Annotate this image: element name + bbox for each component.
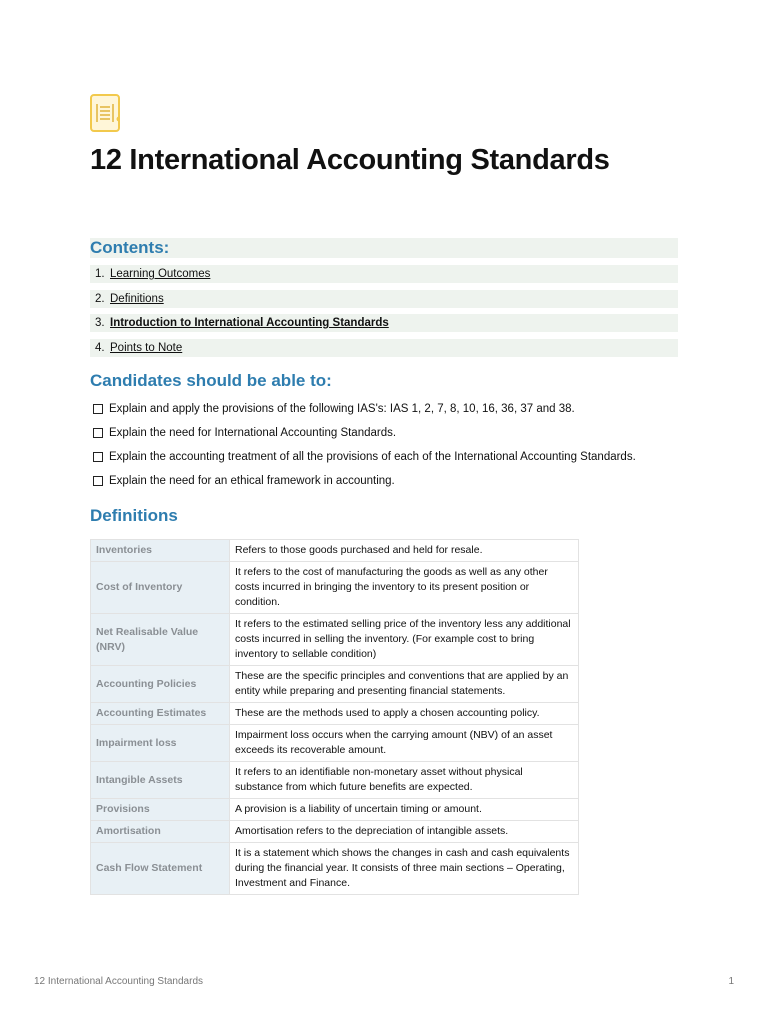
table-of-contents (90, 265, 678, 363)
checklist-item-text: Explain the need for an ethical framework in accounting. (109, 475, 395, 487)
term-cell: Provisions (91, 799, 230, 821)
toc-item (90, 339, 678, 357)
toc-number: 1. (95, 268, 105, 280)
definition-cell: These are the specific principles and conventions that are applied by an entity while preparing and presenting financial statements. (230, 666, 579, 703)
definition-cell: It refers to the cost of manufacturing the goods as well as any other costs incurred in bringing the inventory to its present position or condition. (230, 562, 579, 614)
checklist-item (93, 424, 636, 442)
term-cell: Inventories (91, 540, 230, 562)
definition-cell: Amortisation refers to the depreciation of intangible assets. (230, 821, 579, 843)
term-cell: Impairment loss (91, 725, 230, 762)
toc-link-definitions[interactable]: Definitions (110, 292, 164, 305)
checklist-item-text: Explain the need for International Accounting Standards. (109, 427, 397, 439)
term-cell: Cash Flow Statement (91, 843, 230, 895)
toc-link-introduction[interactable]: Introduction to International Accounting Standards (110, 317, 389, 329)
checkbox[interactable] (93, 428, 103, 438)
checkbox[interactable] (93, 404, 103, 414)
objectives-checklist (93, 400, 636, 496)
definition-cell: It is a statement which shows the changes in cash and cash equivalents during the financial year. It consists of three main sections – Operating, Investment and Finance. (230, 843, 579, 895)
checklist-item-text: Explain and apply the provisions of the following IAS's: IAS 1, 2, 7, 8, 10, 16, 36, 37 and 38. (109, 403, 575, 415)
document-icon (90, 94, 120, 132)
table-row (91, 843, 579, 895)
page-number: 1 (728, 976, 734, 987)
definitions-table (90, 539, 579, 895)
definition-cell: It refers to the estimated selling price of the inventory less any additional costs incurred in selling the inventory. (For example cost to bring inventory to sellable condition) (230, 614, 579, 666)
checkbox[interactable] (93, 452, 103, 462)
page-title: 12 International Accounting Standards (90, 144, 610, 176)
term-cell: Net Realisable Value (NRV) (91, 614, 230, 666)
table-row (91, 725, 579, 762)
toc-link-learning-outcomes[interactable]: Learning Outcomes (110, 268, 211, 280)
toc-number: 2. (95, 292, 105, 305)
term-cell: Intangible Assets (91, 762, 230, 799)
checklist-item (93, 400, 636, 418)
table-row (91, 666, 579, 703)
toc-number: 3. (95, 317, 105, 329)
term-cell: Accounting Policies (91, 666, 230, 703)
checkbox[interactable] (93, 476, 103, 486)
definition-cell: Refers to those goods purchased and held for resale. (230, 540, 579, 562)
table-row (91, 821, 579, 843)
definition-cell: It refers to an identifiable non-monetary asset without physical substance from which future benefits are expected. (230, 762, 579, 799)
footer-title: 12 International Accounting Standards (34, 976, 204, 987)
toc-item (90, 290, 678, 308)
definition-cell: Impairment loss occurs when the carrying amount (NBV) of an asset exceeds its recoverable amount. (230, 725, 579, 762)
objectives-heading: Candidates should be able to: (90, 371, 332, 390)
table-row (91, 799, 579, 821)
toc-number: 4. (95, 341, 105, 354)
definitions-heading: Definitions (90, 506, 178, 525)
term-cell: Amortisation (91, 821, 230, 843)
table-row (91, 614, 579, 666)
table-row (91, 540, 579, 562)
toc-item (90, 265, 678, 283)
checklist-item (93, 472, 636, 490)
term-cell: Cost of Inventory (91, 562, 230, 614)
table-row (91, 562, 579, 614)
toc-link-points-to-note[interactable]: Points to Note (110, 341, 183, 354)
checklist-item (93, 448, 636, 466)
toc-item (90, 314, 678, 332)
term-cell: Accounting Estimates (91, 703, 230, 725)
definition-cell: These are the methods used to apply a chosen accounting policy. (230, 703, 579, 725)
table-row (91, 762, 579, 799)
checklist-item-text: Explain the accounting treatment of all the provisions of each of the International Accounting Standards. (109, 451, 636, 463)
table-row (91, 703, 579, 725)
contents-heading: Contents: (90, 238, 678, 258)
definition-cell: A provision is a liability of uncertain timing or amount. (230, 799, 579, 821)
